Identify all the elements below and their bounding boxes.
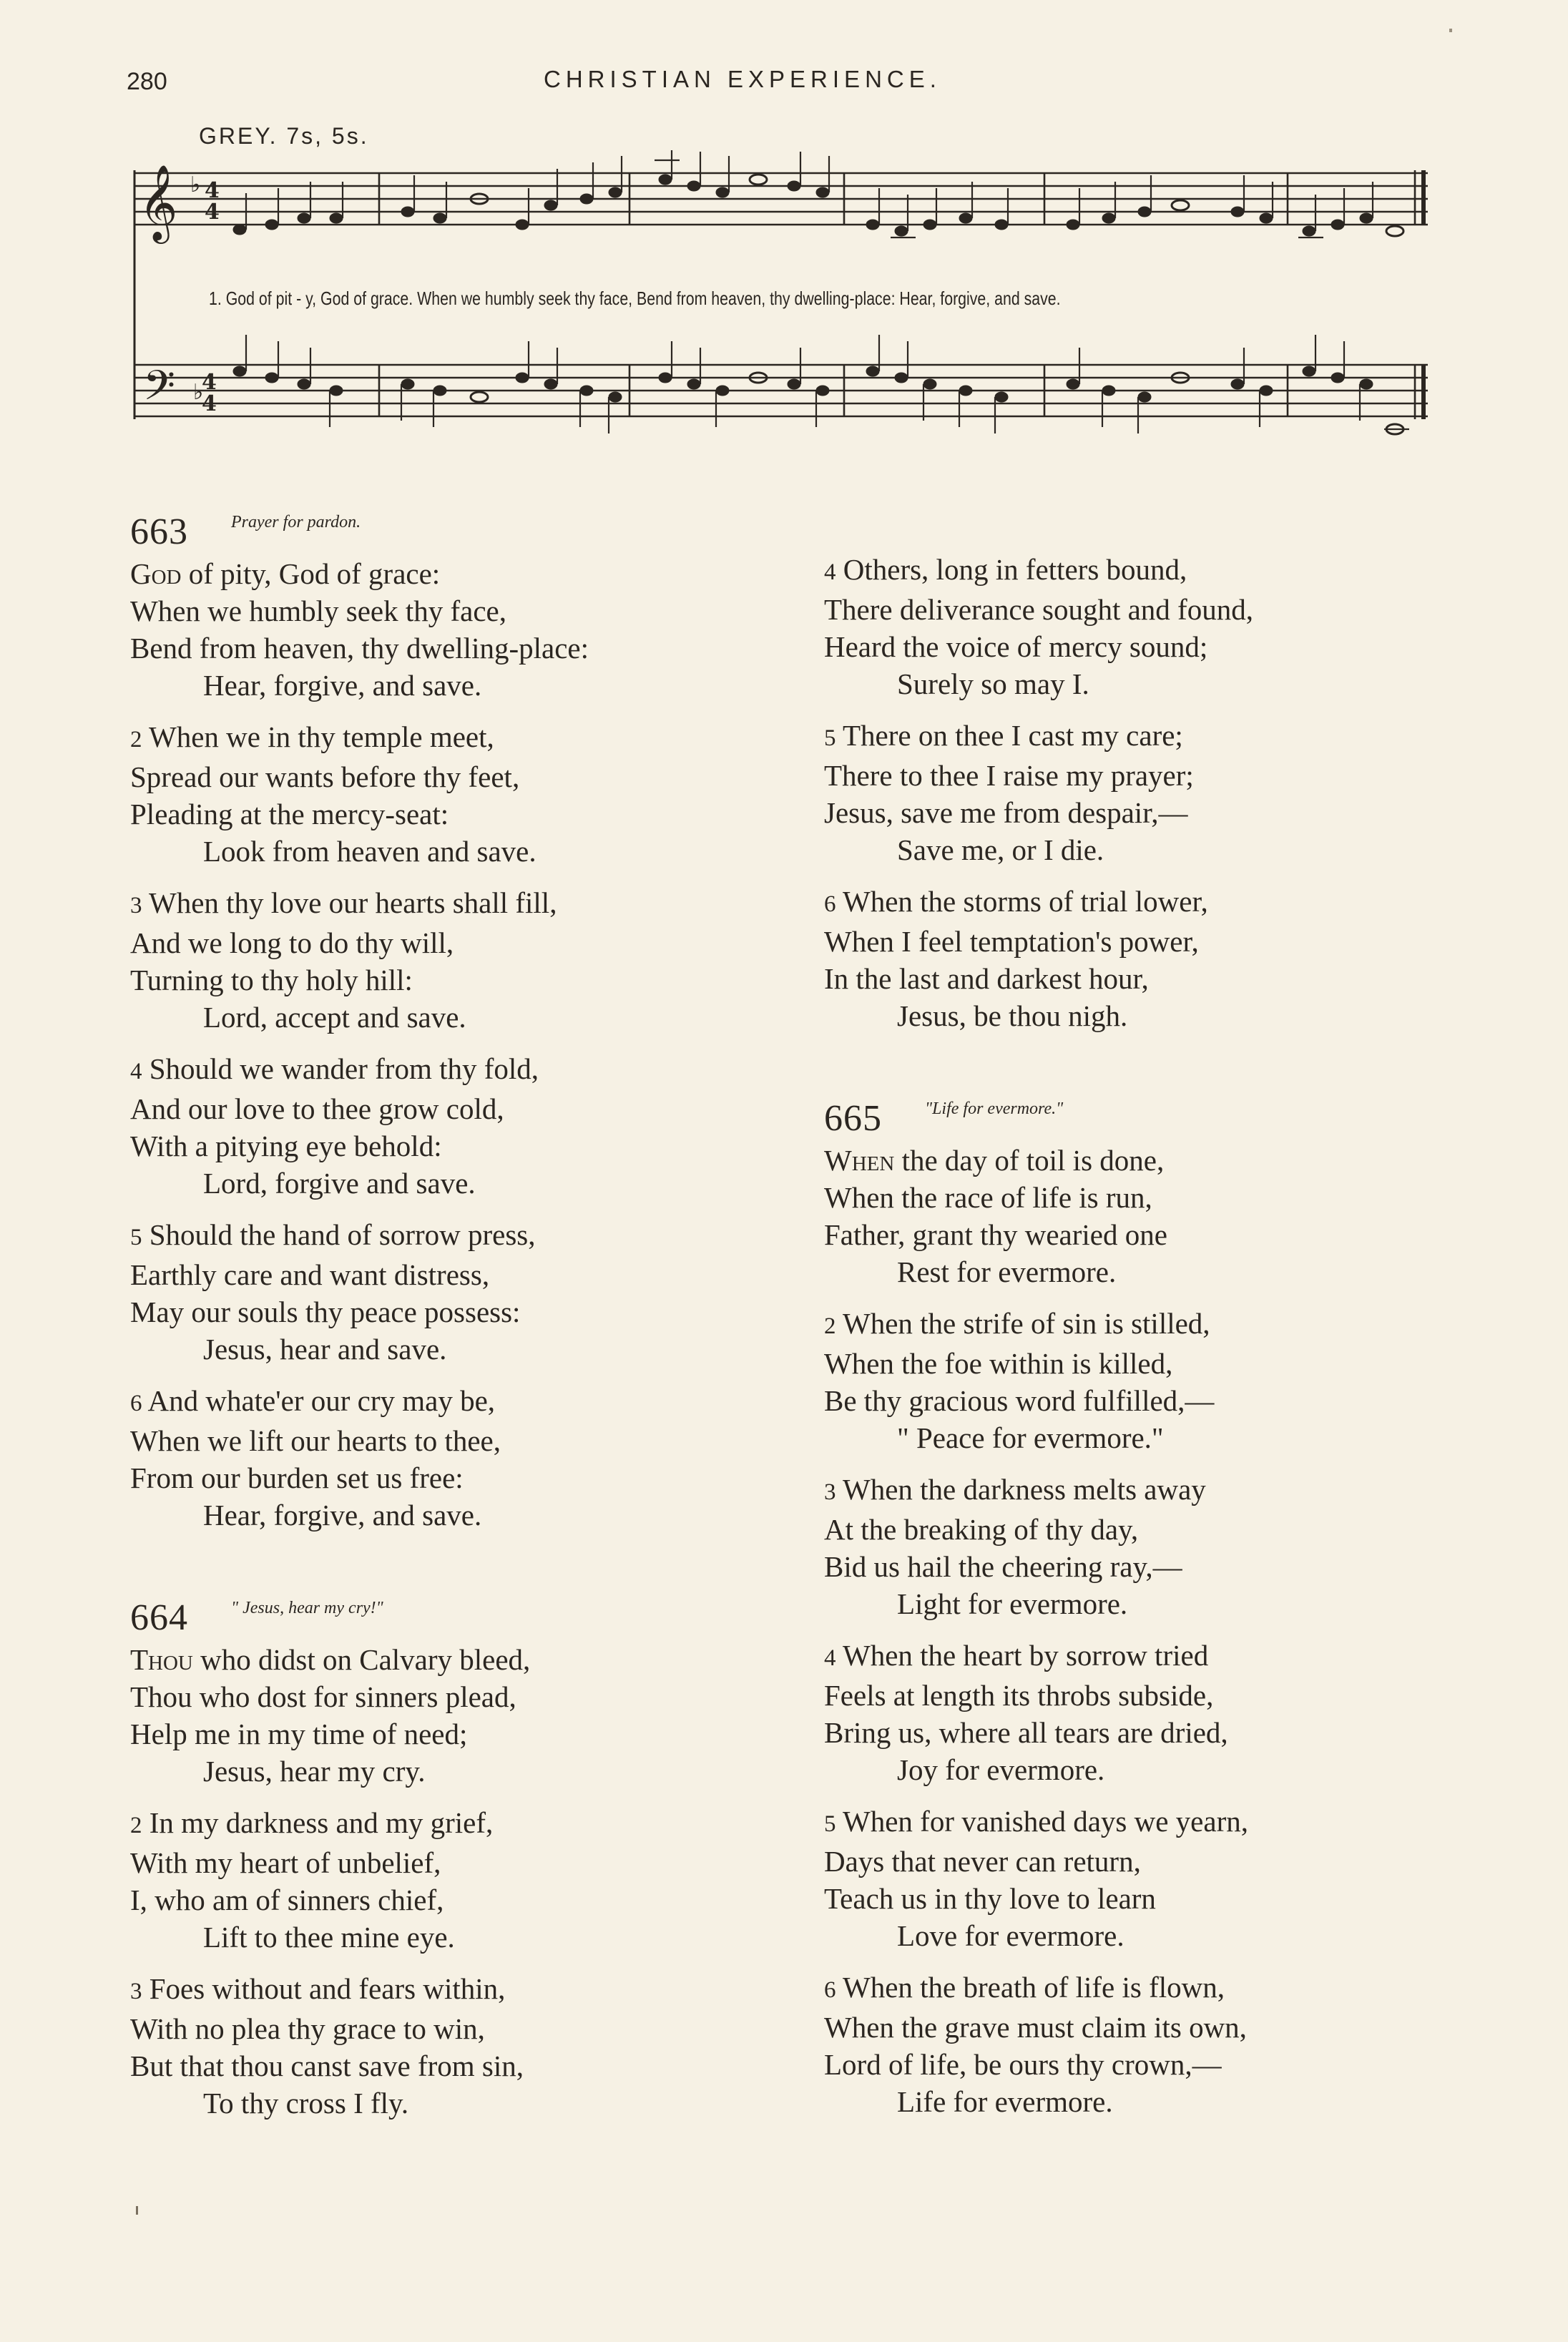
verse-line: Turning to thy holy hill: (130, 964, 413, 996)
verse-line: 6 When the storms of trial lower, (824, 885, 1208, 918)
stanza-5 (824, 717, 1468, 868)
hymn-gap (824, 1049, 1468, 1087)
stanza-6 (824, 1969, 1468, 2120)
verse-line: From our burden set us free: (130, 1461, 464, 1494)
stanza-4 (824, 551, 1468, 702)
stanza-1 (130, 555, 774, 704)
refrain-line: " Peace for evermore." (897, 1421, 1164, 1454)
refrain-line: Love for evermore. (897, 1919, 1124, 1952)
verse-line: With my heart of unbelief, (130, 1846, 441, 1879)
bass-notes (233, 366, 1403, 434)
verse-line: 4 Should we wander from thy fold, (130, 1052, 539, 1085)
svg-text:𝄢: 𝄢 (143, 361, 176, 420)
stanza-number: 5 (824, 725, 836, 751)
verse-line: Bend from heaven, thy dwelling-place: (130, 632, 589, 665)
refrain-line: Lift to thee mine eye. (203, 1921, 455, 1954)
verse-line: 3 When thy love our hearts shall fill, (130, 886, 557, 919)
lyric-underlay: 1. God of pit - y, God of grace. When we humbly seek thy face, Bend from heaven, thy dwelling-place: Hear, forgive, and save. (209, 288, 1061, 309)
verse-line: With a pitying eye behold: (130, 1130, 442, 1162)
verse-line: Heard the voice of mercy sound; (824, 630, 1208, 663)
stanza-number: 3 (824, 1479, 836, 1505)
bass-staff (134, 365, 1428, 416)
hymn-665-header (824, 1087, 1468, 1137)
refrain-line: Lord, forgive and save. (203, 1167, 476, 1200)
verse-line: 5 Should the hand of sorrow press, (130, 1218, 536, 1251)
hymn-663-header (130, 501, 774, 551)
verse-line: Days that never can return, (824, 1845, 1141, 1878)
verse-line: 4 Others, long in fetters bound, (824, 553, 1187, 586)
verse-line: May our souls thy peace possess: (130, 1295, 521, 1328)
verse-line: 2 When we in thy temple meet, (130, 720, 494, 753)
stanza-3 (130, 884, 774, 1036)
verse-line: Earthly care and want distress, (130, 1258, 490, 1291)
treble-notes (233, 175, 1403, 236)
stanza-2 (130, 1804, 774, 1956)
verse-line: When we lift our hearts to thee, (130, 1424, 501, 1457)
verse-line: Lord of life, be ours thy crown,— (824, 2048, 1222, 2081)
verse-line: With no plea thy grace to win, (130, 2012, 485, 2045)
verse-line: Be thy gracious word fulfilled,— (824, 1384, 1215, 1417)
stanza-5 (824, 1803, 1468, 1954)
stanza-number: 4 (130, 1059, 142, 1084)
verse-line: 2 In my darkness and my grief, (130, 1806, 494, 1839)
page-number: 280 (127, 68, 167, 95)
stanza-1 (130, 1641, 774, 1790)
verse-line: When the grave must claim its own, (824, 2011, 1247, 2044)
verse-line: 3 Foes without and fears within, (130, 1972, 506, 2005)
hymn-number: 663 (130, 511, 188, 552)
stanza-6 (130, 1382, 774, 1534)
stanza-1 (824, 1142, 1468, 1290)
initial-word: God (130, 557, 182, 590)
refrain-line: Jesus, hear and save. (203, 1333, 447, 1366)
verse-line: Bring us, where all tears are dried, (824, 1716, 1228, 1749)
stanza-4 (130, 1050, 774, 1202)
verse-line: Spread our wants before thy feet, (130, 760, 520, 793)
verse-line: Feels at length its throbs subside, (824, 1679, 1214, 1712)
verse-line: Pleading at the mercy-seat: (130, 798, 449, 831)
verse-line: 6 And whate'er our cry may be, (130, 1384, 496, 1417)
verse-line: And our love to thee grow cold, (130, 1092, 504, 1125)
verse-line: 2 When the strife of sin is stilled, (824, 1307, 1210, 1340)
svg-text:4: 4 (205, 178, 220, 203)
music-score (122, 150, 1438, 486)
refrain-line: Save me, or I die. (897, 833, 1104, 866)
left-column (130, 501, 774, 2136)
verse-line: Jesus, save me from despair,— (824, 796, 1188, 829)
stanza-5 (130, 1216, 774, 1368)
clefs-and-time (139, 164, 220, 420)
stanza-number: 6 (824, 1977, 836, 2003)
refrain-line: Rest for evermore. (897, 1255, 1117, 1288)
hymn-subtitle: Prayer for pardon. (231, 513, 361, 531)
verse-line: There to thee I raise my prayer; (824, 759, 1194, 792)
verse-line: But that thou canst save from sin, (130, 2049, 524, 2082)
initial-word: Thou (130, 1643, 193, 1676)
hymn-gap (130, 1548, 774, 1587)
refrain-line: Hear, forgive, and save. (203, 1499, 482, 1532)
verse-line: 5 When for vanished days we yearn, (824, 1805, 1248, 1838)
tune-label: GREY. 7s, 5s. (199, 123, 369, 149)
hymn-subtitle: " Jesus, hear my cry!" (231, 1599, 383, 1617)
hymn-664-header (130, 1587, 774, 1637)
stanza-number: 6 (824, 891, 836, 917)
refrain-line: Light for evermore. (897, 1587, 1128, 1620)
stanza-2 (824, 1305, 1468, 1456)
treble-staff (134, 173, 1428, 225)
svg-text:♭: ♭ (193, 380, 204, 405)
verse-line: Thou who didst on Calvary bleed, (130, 1643, 531, 1676)
initial-word: When (824, 1144, 895, 1177)
refrain-line: Jesus, be thou nigh. (897, 999, 1128, 1032)
svg-text:4: 4 (205, 200, 220, 225)
verse-line: When the foe within is killed, (824, 1347, 1173, 1380)
refrain-line: Lord, accept and save. (203, 1001, 466, 1034)
refrain-line: Jesus, hear my cry. (203, 1755, 426, 1788)
hymn-number: 665 (824, 1098, 882, 1139)
svg-text:♭: ♭ (190, 172, 201, 197)
verse-line: 4 When the heart by sorrow tried (824, 1639, 1209, 1672)
stanza-number: 2 (130, 727, 142, 753)
print-mark (1449, 29, 1452, 32)
stanza-2 (130, 718, 774, 870)
print-mark (136, 2206, 138, 2215)
verse-line: When I feel temptation's power, (824, 925, 1199, 958)
hymn-number: 664 (130, 1597, 188, 1638)
verse-line: Help me in my time of need; (130, 1718, 468, 1750)
stanza-3 (130, 1970, 774, 2122)
refrain-line: To thy cross I fly. (203, 2087, 409, 2120)
hymn-subtitle: "Life for evermore." (925, 1099, 1064, 1118)
running-head: CHRISTIAN EXPERIENCE. (544, 66, 941, 92)
svg-text:4: 4 (202, 370, 217, 395)
verse-line: Bid us hail the cheering ray,— (824, 1550, 1182, 1583)
refrain-line: Hear, forgive, and save. (203, 669, 482, 702)
stanza-number: 5 (824, 1811, 836, 1837)
refrain-line: Joy for evermore. (897, 1753, 1105, 1786)
verse-line: When the race of life is run, (824, 1181, 1152, 1214)
verse-line: 3 When the darkness melts away (824, 1473, 1206, 1506)
verse-line: There deliverance sought and found, (824, 593, 1253, 626)
stanza-4 (824, 1637, 1468, 1788)
stanza-number: 3 (130, 893, 142, 918)
verse-line: Father, grant thy wearied one (824, 1218, 1167, 1251)
verse-line: Thou who dost for sinners plead, (130, 1680, 516, 1713)
right-column (824, 501, 1468, 2135)
stanza-number: 6 (130, 1391, 142, 1416)
verse-line: In the last and darkest hour, (824, 962, 1149, 995)
stanza-6 (824, 883, 1468, 1034)
stanza-number: 5 (130, 1225, 142, 1250)
verse-line: 5 There on thee I cast my care; (824, 719, 1183, 752)
refrain-line: Life for evermore. (897, 2085, 1113, 2118)
refrain-line: Look from heaven and save. (203, 835, 536, 868)
verse-line: God of pity, God of grace: (130, 557, 441, 590)
verse-line: When we humbly seek thy face, (130, 594, 506, 627)
refrain-line: Surely so may I. (897, 667, 1089, 700)
stanza-3 (824, 1471, 1468, 1622)
stanza-number: 2 (824, 1313, 836, 1339)
verse-line: I, who am of sinners chief, (130, 1883, 444, 1916)
verse-line: When the day of toil is done, (824, 1144, 1165, 1177)
stanza-number: 2 (130, 1813, 142, 1838)
verse-line: 6 When the breath of life is flown, (824, 1971, 1225, 2004)
stanza-number: 4 (824, 559, 836, 585)
verse-line: And we long to do thy will, (130, 926, 454, 959)
stanza-number: 3 (130, 1979, 142, 2004)
verse-line: Teach us in thy love to learn (824, 1882, 1156, 1915)
treble-stems (246, 150, 1373, 231)
svg-text:4: 4 (202, 391, 217, 416)
verse-line: At the breaking of thy day, (824, 1513, 1139, 1546)
stanza-number: 4 (824, 1645, 836, 1671)
svg-text:𝄞: 𝄞 (139, 164, 178, 240)
